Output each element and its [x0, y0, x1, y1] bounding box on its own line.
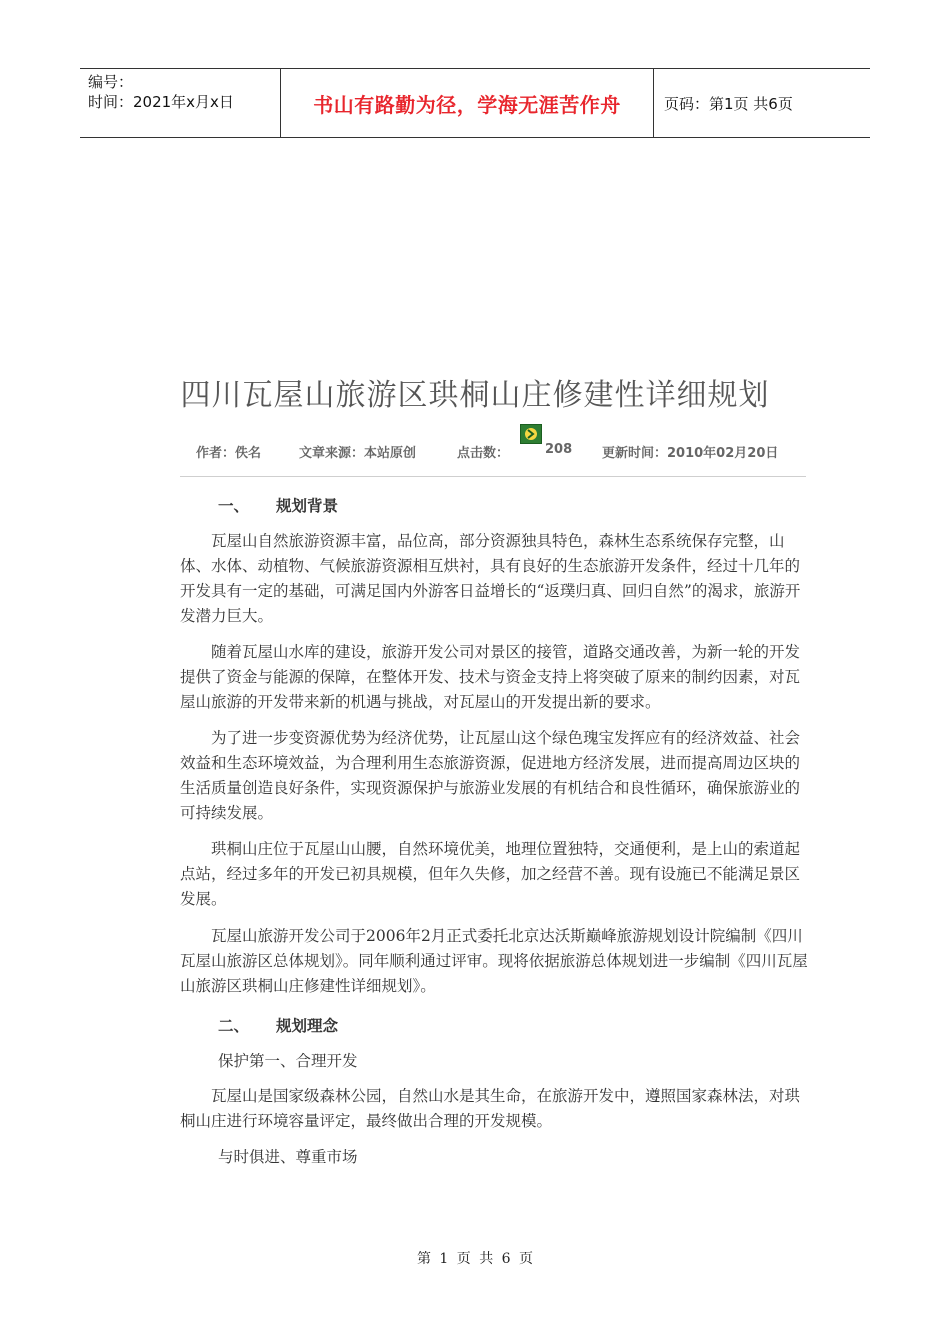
meta-hits-label: 点击数： — [457, 446, 510, 461]
subheading-1: 保护第一、合理开发 — [218, 1052, 358, 1070]
meta-source: 文章来源：本站原创 — [299, 446, 417, 461]
meta-divider — [180, 476, 806, 477]
header-table — [80, 68, 870, 138]
paragraph: 瓦屋山自然旅游资源丰富，品位高，部分资源独具特色，森林生态系统保存完整，山体、水体、动植物、气候旅游资源相互烘衬，具有良好的生态旅游开发条件，经过十几年的开发具有一定的基础，可满足国内外游客日益增长的“返璞归真、回归自然”的渴求，旅游开发潜力巨大。 — [180, 532, 801, 625]
paragraph: 为了进一步变资源优势为经济优势，让瓦屋山这个绿色瑰宝发挥应有的经济效益、社会效益和生态环境效益，为合理利用生态旅游资源，促进地方经济发展，进而提高周边区块的生活质量创造良好条件，实现资源保护与旅游业发展的有机结合和良性循环，确保旅游业的可持续发展。 — [180, 729, 801, 822]
meta-author: 作者：佚名 — [196, 446, 262, 461]
article-meta — [196, 440, 816, 462]
section-heading-1 — [218, 494, 338, 516]
page-footer: 第 1 页 共 6 页 — [416, 1251, 534, 1267]
date-label: 时间：2021年x月x日 — [88, 93, 234, 111]
section-1-body — [180, 640, 812, 715]
paragraph: 瓦屋山旅游开发公司于2006年2月正式委托北京达沃斯巅峰旅游规划设计院编制《四川瓦屋山旅游区总体规划》。同年顺利通过评审。现将依据旅游总体规划进一步编制《四川瓦屋山旅游区珙桐山庄修建性详细规划》。 — [180, 927, 808, 995]
section-1-number: 一、 — [218, 496, 250, 515]
section-2-number: 二、 — [218, 1016, 250, 1035]
header-motto-cell — [280, 69, 654, 137]
header-left-cell — [88, 72, 278, 112]
section-1-body — [180, 529, 812, 629]
section-1-body — [180, 726, 812, 826]
hits-icon — [520, 424, 542, 444]
section-1-body — [180, 837, 812, 912]
section-2-body — [180, 1084, 812, 1134]
section-1-body — [180, 924, 812, 999]
paragraph: 随着瓦屋山水库的建设，旅游开发公司对景区的接管，道路交通改善，为新一轮的开发提供了资金与能源的保障，在整体开发、技术与资金支持上将突破了原来的制约因素，对瓦屋山旅游的开发带来新的机遇与挑战，对瓦屋山的开发提出新的要求。 — [180, 643, 801, 711]
meta-hits-value: 208 — [545, 442, 573, 457]
section-2-title: 规划理念 — [276, 1016, 339, 1035]
paragraph: 瓦屋山是国家级森林公园，自然山水是其生命，在旅游开发中，遵照国家森林法，对珙桐山庄进行环境容量评定，最终做出合理的开发规模。 — [180, 1087, 801, 1130]
motto: 书山有路勤为径，学海无涯苦作舟 — [313, 92, 621, 117]
header-page-cell — [664, 69, 793, 137]
meta-updated: 更新时间：2010年02月20日 — [602, 446, 779, 461]
subheading-2: 与时俱进、尊重市场 — [218, 1148, 358, 1166]
paragraph: 珙桐山庄位于瓦屋山山腰，自然环境优美，地理位置独特，交通便利，是上山的索道起点站，经过多年的开发已初具规模，但年久失修，加之经营不善。现有设施已不能满足景区发展。 — [180, 840, 801, 908]
article-title: 四川瓦屋山旅游区珙桐山庄修建性详细规划 — [180, 378, 770, 413]
section-1-title: 规划背景 — [276, 496, 339, 515]
section-heading-2 — [218, 1014, 338, 1036]
page-info: 页码：第1页 共6页 — [664, 94, 793, 113]
serial-label: 编号： — [88, 73, 134, 91]
